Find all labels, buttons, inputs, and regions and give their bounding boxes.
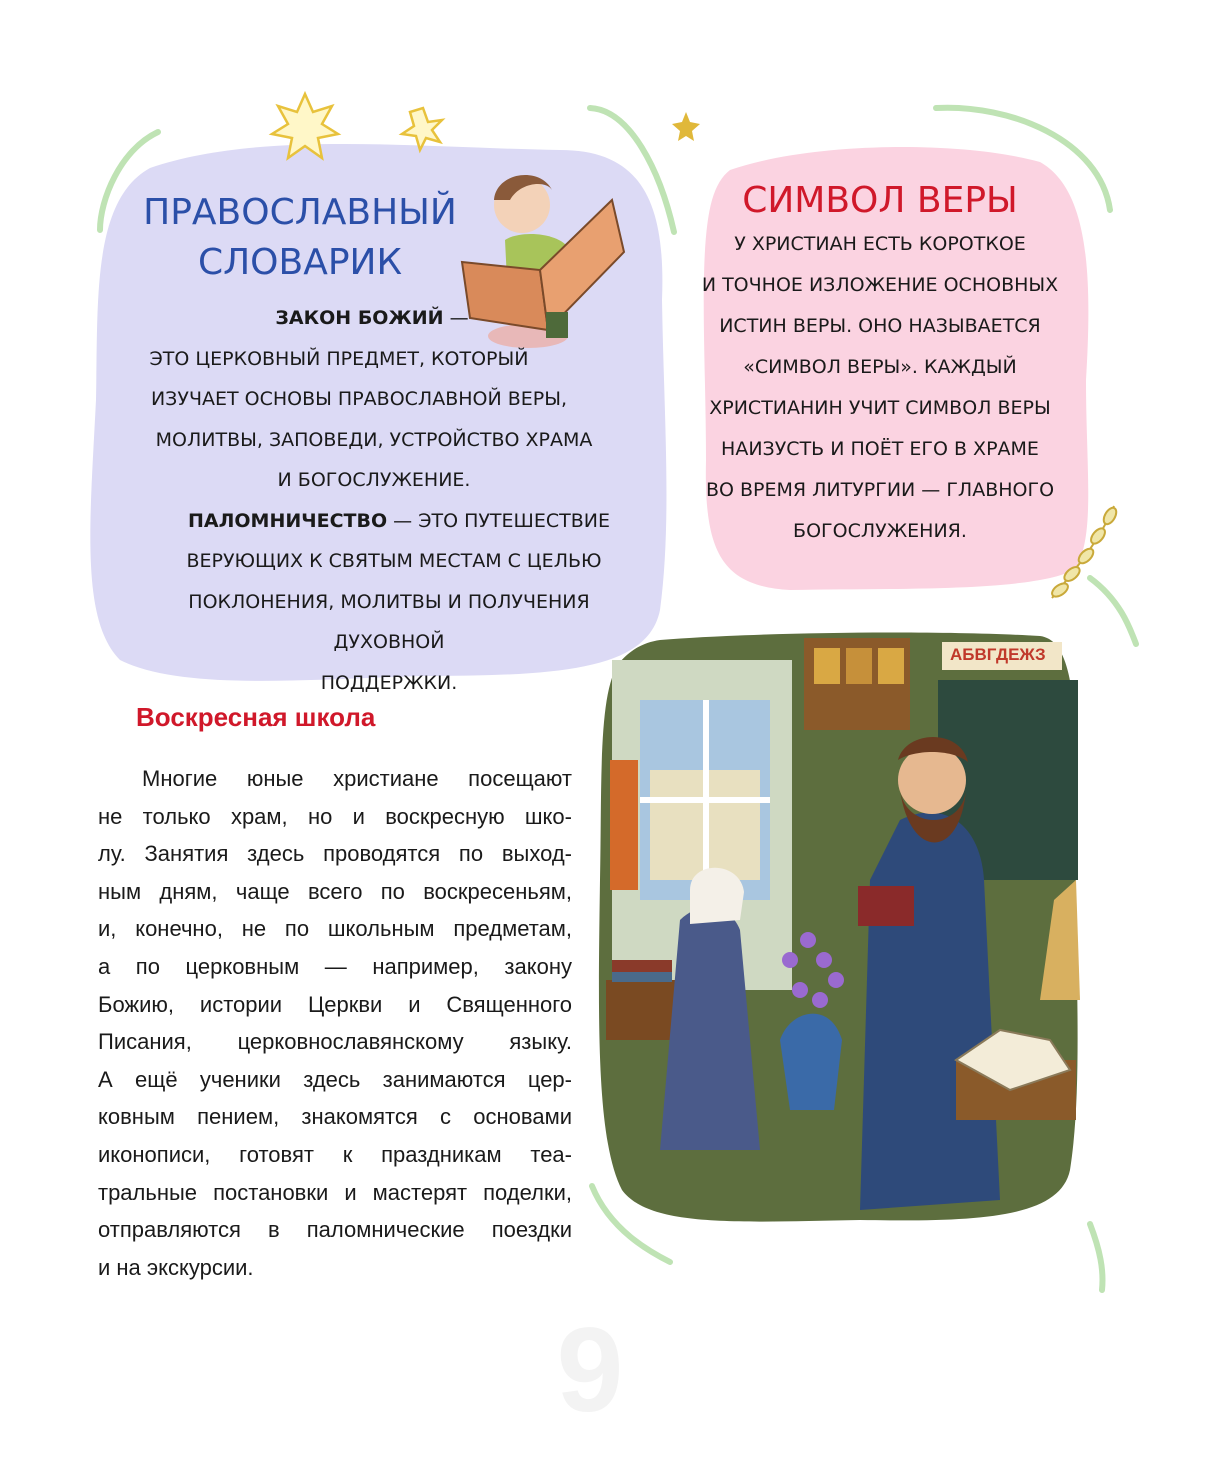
dictionary-def-2-line: ПОКЛОНЕНИЯ, МОЛИТВЫ И ПОЛУЧЕНИЯ ДУХОВНОЙ [188,590,590,653]
green-curve-illus-right [1090,1224,1103,1290]
page-number: 9 [556,1303,624,1437]
dictionary-title [140,188,460,288]
body-line: иконописи, готовят к праздникам теа- [98,1141,572,1167]
body-line: тральные постановки и мастерят поделки, [98,1179,572,1205]
creed-line: У ХРИСТИАН ЕСТЬ КОРОТКОЕ [734,233,1026,255]
creed-line: БОГОСЛУЖЕНИЯ. [793,520,967,542]
green-curve-mid [1090,578,1136,644]
section-body [98,760,572,1286]
body-line: Писания, церковнославянскому языку. [98,1029,572,1055]
creed-line: НАИЗУСТЬ И ПОЁТ ЕГО В ХРАМЕ [721,438,1039,460]
creed-title: СИМВОЛ ВЕРЫ [742,180,1018,221]
body-line: отправляются в паломнические поездки [98,1217,572,1243]
creed-line: «СИМВОЛ ВЕРЫ». КАЖДЫЙ [743,356,1017,378]
dictionary-entry-2-heading [156,501,642,542]
section-title: Воскресная школа [136,702,376,732]
classroom-illustration [599,633,1080,1222]
body-line: А ещё ученики здесь занимаются цер- [98,1066,572,1092]
dictionary-term-1-dash: — [443,307,469,329]
dictionary-def-2-first: — ЭТО ПУТЕШЕСТВИЕ [387,509,610,532]
dictionary-title-line2: СЛОВАРИК [197,242,403,283]
star-icon [402,108,442,150]
alphabet-strip: АБВГДЕЖЗ [950,645,1046,664]
body-line: и, конечно, не по школьным предметам, [98,916,572,942]
dictionary-text [96,298,642,703]
body-line: ковным пением, знакомятся с основами [98,1104,572,1130]
dictionary-def-1-line: И БОГОСЛУЖЕНИЕ. [277,469,471,491]
body-line: лу. Занятия здесь проводятся по выход- [98,841,572,867]
creed-text [700,224,1060,552]
body-line: ным дням, чаще всего по воскресеньям, [98,878,572,904]
dictionary-term-2: ПАЛОМНИЧЕСТВО [188,509,388,532]
dictionary-def-2-line: ВЕРУЮЩИХ К СВЯТЫМ МЕСТАМ С ЦЕЛЬЮ [186,550,602,572]
body-line: Божию, истории Церкви и Священного [98,991,572,1017]
dictionary-entry-1-heading [96,298,642,339]
dictionary-def-2-line: ПОДДЕРЖКИ. [320,671,458,694]
dictionary-def-1-line: ЭТО ЦЕРКОВНЫЙ ПРЕДМЕТ, КОТОРЫЙ [149,347,529,370]
dictionary-def-1-line: МОЛИТВЫ, ЗАПОВЕДИ, УСТРОЙСТВО ХРАМА [155,428,593,451]
dictionary-term-1: ЗАКОН БОЖИЙ [275,307,444,329]
body-line: Многие юные христиане посещают [142,766,572,791]
creed-line: И ТОЧНОЕ ИЗЛОЖЕНИЕ ОСНОВНЫХ [701,274,1059,296]
body-line: а по церковным — например, закону [98,953,572,979]
body-line: и на экскурсии. [98,1254,254,1280]
body-line: не только храм, но и воскресную шко- [98,803,572,829]
creed-line: ИСТИН ВЕРЫ. ОНО НАЗЫВАЕТСЯ [719,315,1041,337]
star-icon [672,112,700,141]
dictionary-def-1-line: ИЗУЧАЕТ ОСНОВЫ ПРАВОСЛАВНОЙ ВЕРЫ, [150,388,568,410]
creed-line: ВО ВРЕМЯ ЛИТУРГИИ — ГЛАВНОГО [705,479,1055,501]
dictionary-title-line1: ПРАВОСЛАВНЫЙ [143,192,457,233]
creed-line: ХРИСТИАНИН УЧИТ СИМВОЛ ВЕРЫ [709,397,1051,419]
